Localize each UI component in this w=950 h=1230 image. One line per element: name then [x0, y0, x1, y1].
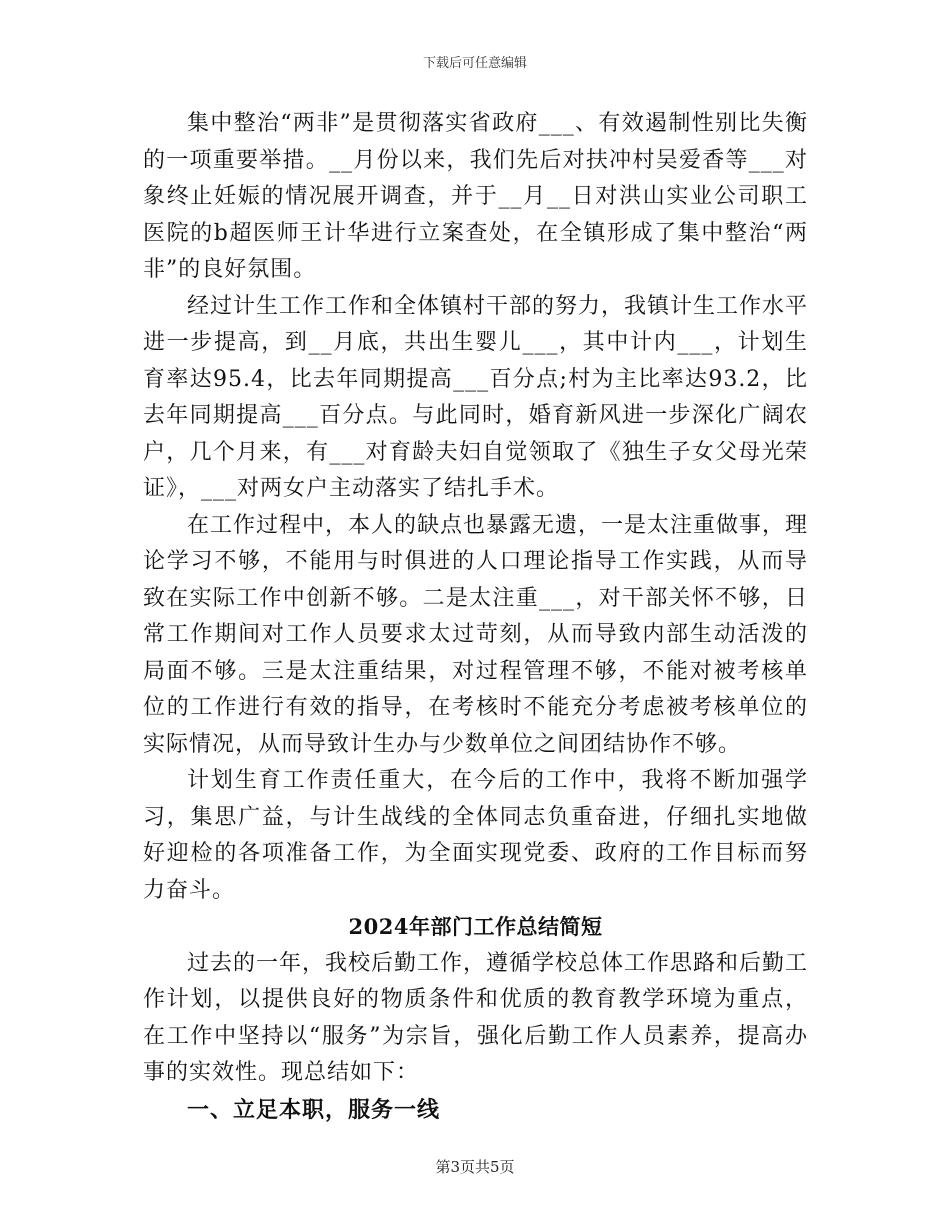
paragraph-4: 计划生育工作责任重大，在今后的工作中，我将不断加强学习，集思广益，与计生战线的全体同志负重奋进，仔细扎实地做好迎检的各项准备工作，为全面实现党委、政府的工作目标而努力奋斗。 [143, 768, 808, 903]
page-header-note: 下载后可任意编辑 [422, 56, 527, 71]
section-title: 2024年部门工作总结简短 [348, 914, 603, 939]
subheading: 一、立足本职，服务一线 [187, 1096, 441, 1123]
paragraph-1: 集中整治“两非”是贯彻落实省政府___、有效遏制性别比失衡的一项重要举措。__月份以来，我们先后对扶冲村吴爱香等___对象终止妊娠的情况展开调查，并于__月__日对洪山实业公司职工医院的b超医师王计华进行立案查处，在全镇形成了集中整治“两非”的良好氛围。 [143, 111, 808, 282]
intro-paragraph: 过去的一年，我校后勤工作，遵循学校总体工作思路和后勤工作计划，以提供良好的物质条件和优质的教育教学环境为重点，在工作中坚持以“服务”为宗旨，强化后勤工作人员素养，提高办事的实效性。现总结如下： [143, 950, 809, 1085]
paragraph-3: 在工作过程中，本人的缺点也暴露无遗，一是太注重做事，理论学习不够，不能用与时俱进的人口理论指导工作实践，从而导致在实际工作中创新不够。二是太注重___，对干部关怀不够，日常工作期间对工作人员要求太过苛刻，从而导致内部生动活泼的局面不够。三是太注重结果，对过程管理不够，不能对被考核单位的工作进行有效的指导，在考核时不能充分考虑被考核单位的实际情况，从而导致计生办与少数单位之间团结协作不够。 [143, 512, 809, 757]
paragraph-2: 经过计生工作工作和全体镇村干部的努力，我镇计生工作水平进一步提高，到__月底，共出生婴儿___，其中计内___，计划生育率达95.4，比去年同期提高___百分点;村为主比率达93.2，比去年同期提高___百分点。与此同时，婚育新风进一步深化广阔农户，几个月来，有___对育龄夫妇自觉领取了《独生子女父母光荣证》，___对两女户主动落实了结扎手术。 [143, 293, 809, 501]
page-number: 第3页共5页 [435, 1158, 515, 1176]
document-body [143, 106, 808, 1128]
